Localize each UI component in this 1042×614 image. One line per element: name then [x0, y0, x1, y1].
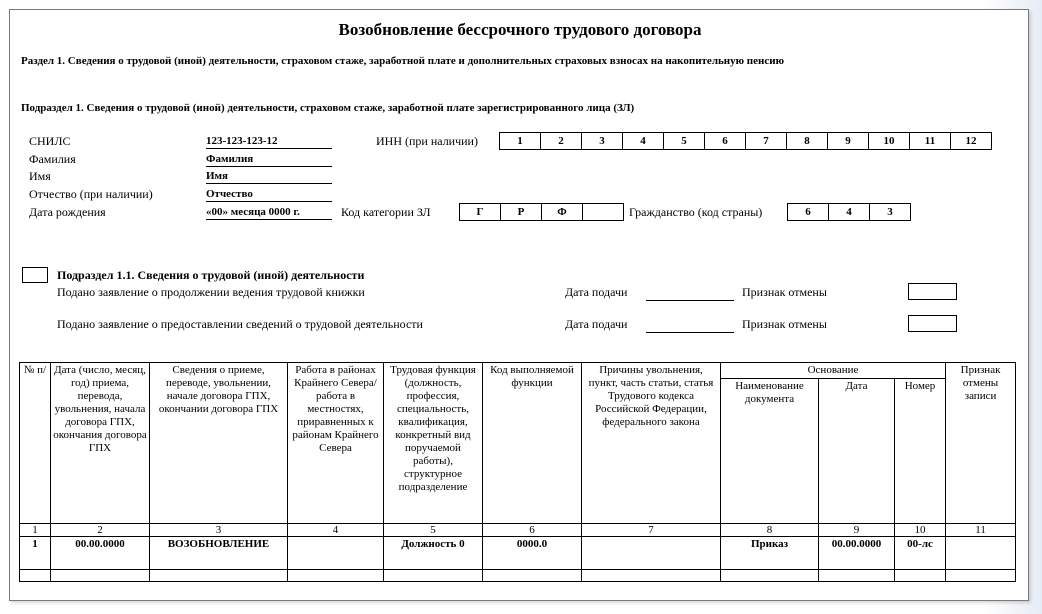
inn-label: ИНН (при наличии) [376, 134, 478, 148]
cell-labor-function: Должность 0 [384, 537, 483, 570]
cancel-mark-label: Признак отмены [742, 317, 827, 331]
subsection-1-1-heading: Подраздел 1.1. Сведения о трудовой (иной) деятельности [57, 268, 365, 282]
empty-cell [483, 570, 582, 582]
empty-cell [384, 570, 483, 582]
column-number: 6 [483, 524, 582, 537]
inn-digit: 8 [786, 132, 828, 150]
column-number: 1 [20, 524, 51, 537]
header-date: Дата (число, месяц, год) приема, перевода, увольнения, начала договора ГПХ, окончания договора ГПХ [51, 363, 150, 524]
empty-cell [946, 570, 1016, 582]
cell-event-info: ВОЗОБНОВЛЕНИЕ [150, 537, 288, 570]
cell-dismissal-reasons [582, 537, 721, 570]
empty-cell [582, 570, 721, 582]
header-function-code: Код выполняемой функции [483, 363, 582, 524]
column-number: 5 [384, 524, 483, 537]
snils-value: 123-123-123-12 [206, 134, 332, 149]
header-document-number: Номер [895, 379, 946, 524]
inn-digit: 5 [663, 132, 705, 150]
category-box: Ф [541, 203, 583, 221]
cell-document-date: 00.00.0000 [819, 537, 895, 570]
column-numbers-row [20, 524, 1016, 537]
column-number: 9 [819, 524, 895, 537]
citizenship-box: 3 [869, 203, 911, 221]
category-box [582, 203, 624, 221]
category-boxes [459, 203, 624, 221]
document-sheet [9, 9, 1029, 601]
subsection-1-heading: Подраздел 1. Сведения о трудовой (иной) деятельности, страховом стаже, заработной плате зарегистрированного лица (ЗЛ) [21, 102, 635, 114]
header-cancel-mark: Признак отмены записи [946, 363, 1016, 524]
inn-digit: 7 [745, 132, 787, 150]
citizenship-box: 4 [828, 203, 870, 221]
name-label: Имя [29, 169, 51, 183]
patronymic-label: Отчество (при наличии) [29, 187, 153, 201]
cell-cancel-mark [946, 537, 1016, 570]
category-box: Г [459, 203, 501, 221]
surname-value: Фамилия [206, 152, 332, 167]
citizenship-boxes [787, 203, 911, 221]
column-number: 4 [288, 524, 384, 537]
snils-label: СНИЛС [29, 134, 71, 148]
header-event-info: Сведения о приеме, переводе, увольнении, начале договора ГПХ, окончании договора ГПХ [150, 363, 288, 524]
table-row [20, 537, 1016, 570]
header-document-date: Дата [819, 379, 895, 524]
column-number: 10 [895, 524, 946, 537]
empty-cell [150, 570, 288, 582]
category-label: Код категории ЗЛ [341, 205, 431, 219]
header-row-number: № п/ [20, 363, 51, 524]
document-title: Возобновление бессрочного трудового договора [338, 20, 702, 39]
column-number: 11 [946, 524, 1016, 537]
citizenship-label: Гражданство (код страны) [629, 205, 763, 219]
empty-cell [288, 570, 384, 582]
subsection-1-1-checkbox[interactable] [22, 267, 48, 283]
submission-date-field[interactable] [646, 299, 734, 301]
submission-date-label: Дата подачи [565, 285, 628, 299]
inn-digit: 11 [909, 132, 951, 150]
column-number: 7 [582, 524, 721, 537]
inn-digit: 12 [950, 132, 992, 150]
header-dismissal-reasons: Причины увольнения, пункт, часть статьи, статья Трудового кодекса Российской Федерации, федерального закона [582, 363, 721, 524]
inn-digit: 1 [499, 132, 541, 150]
cell-far-north [288, 537, 384, 570]
inn-digit: 2 [540, 132, 582, 150]
table-empty-row [20, 570, 1016, 582]
column-number: 8 [721, 524, 819, 537]
submission-date-label: Дата подачи [565, 317, 628, 331]
workbook-application-text: Подано заявление о продолжении ведения трудовой книжки [57, 285, 365, 299]
cell-row-number: 1 [20, 537, 51, 570]
birth-label: Дата рождения [29, 205, 106, 219]
cancel-mark-box[interactable] [908, 283, 957, 300]
cell-function-code: 0000.0 [483, 537, 582, 570]
empty-cell [819, 570, 895, 582]
cancel-mark-box[interactable] [908, 315, 957, 332]
empty-cell [721, 570, 819, 582]
empty-cell [51, 570, 150, 582]
inn-digit: 6 [704, 132, 746, 150]
header-far-north: Работа в районах Крайнего Севера/работа в местностях, приравненных к районам Крайнего Севера [288, 363, 384, 524]
inn-digit: 4 [622, 132, 664, 150]
header-basis-group: Основание [721, 363, 946, 379]
patronymic-value: Отчество [206, 187, 332, 202]
submission-date-field[interactable] [646, 331, 734, 333]
inn-digit: 3 [581, 132, 623, 150]
cell-document-name: Приказ [721, 537, 819, 570]
cell-date: 00.00.0000 [51, 537, 150, 570]
section-1-heading: Раздел 1. Сведения о трудовой (иной) деятельности, страховом стаже, заработной плате и дополнительных страховых взносах на накопительную пенсию [21, 55, 784, 67]
employment-records-table [19, 362, 1016, 582]
header-labor-function: Трудовая функция (должность, профессия, специальность, квалификация, конкретный вид поручаемой работы), структурное подразделение [384, 363, 483, 524]
surname-label: Фамилия [29, 152, 76, 166]
empty-cell [20, 570, 51, 582]
name-value: Имя [206, 169, 332, 184]
cell-document-number: 00-лс [895, 537, 946, 570]
birth-value: «00» месяца 0000 г. [206, 205, 332, 220]
empty-cell [895, 570, 946, 582]
inn-boxes [499, 132, 992, 150]
inn-digit: 9 [827, 132, 869, 150]
column-number: 2 [51, 524, 150, 537]
header-document-name: Наименование документа [721, 379, 819, 524]
citizenship-box: 6 [787, 203, 829, 221]
table-header-row [20, 363, 1016, 379]
inn-digit: 10 [868, 132, 910, 150]
cancel-mark-label: Признак отмены [742, 285, 827, 299]
column-number: 3 [150, 524, 288, 537]
category-box: Р [500, 203, 542, 221]
info-application-text: Подано заявление о предоставлении сведений о трудовой деятельности [57, 317, 423, 331]
